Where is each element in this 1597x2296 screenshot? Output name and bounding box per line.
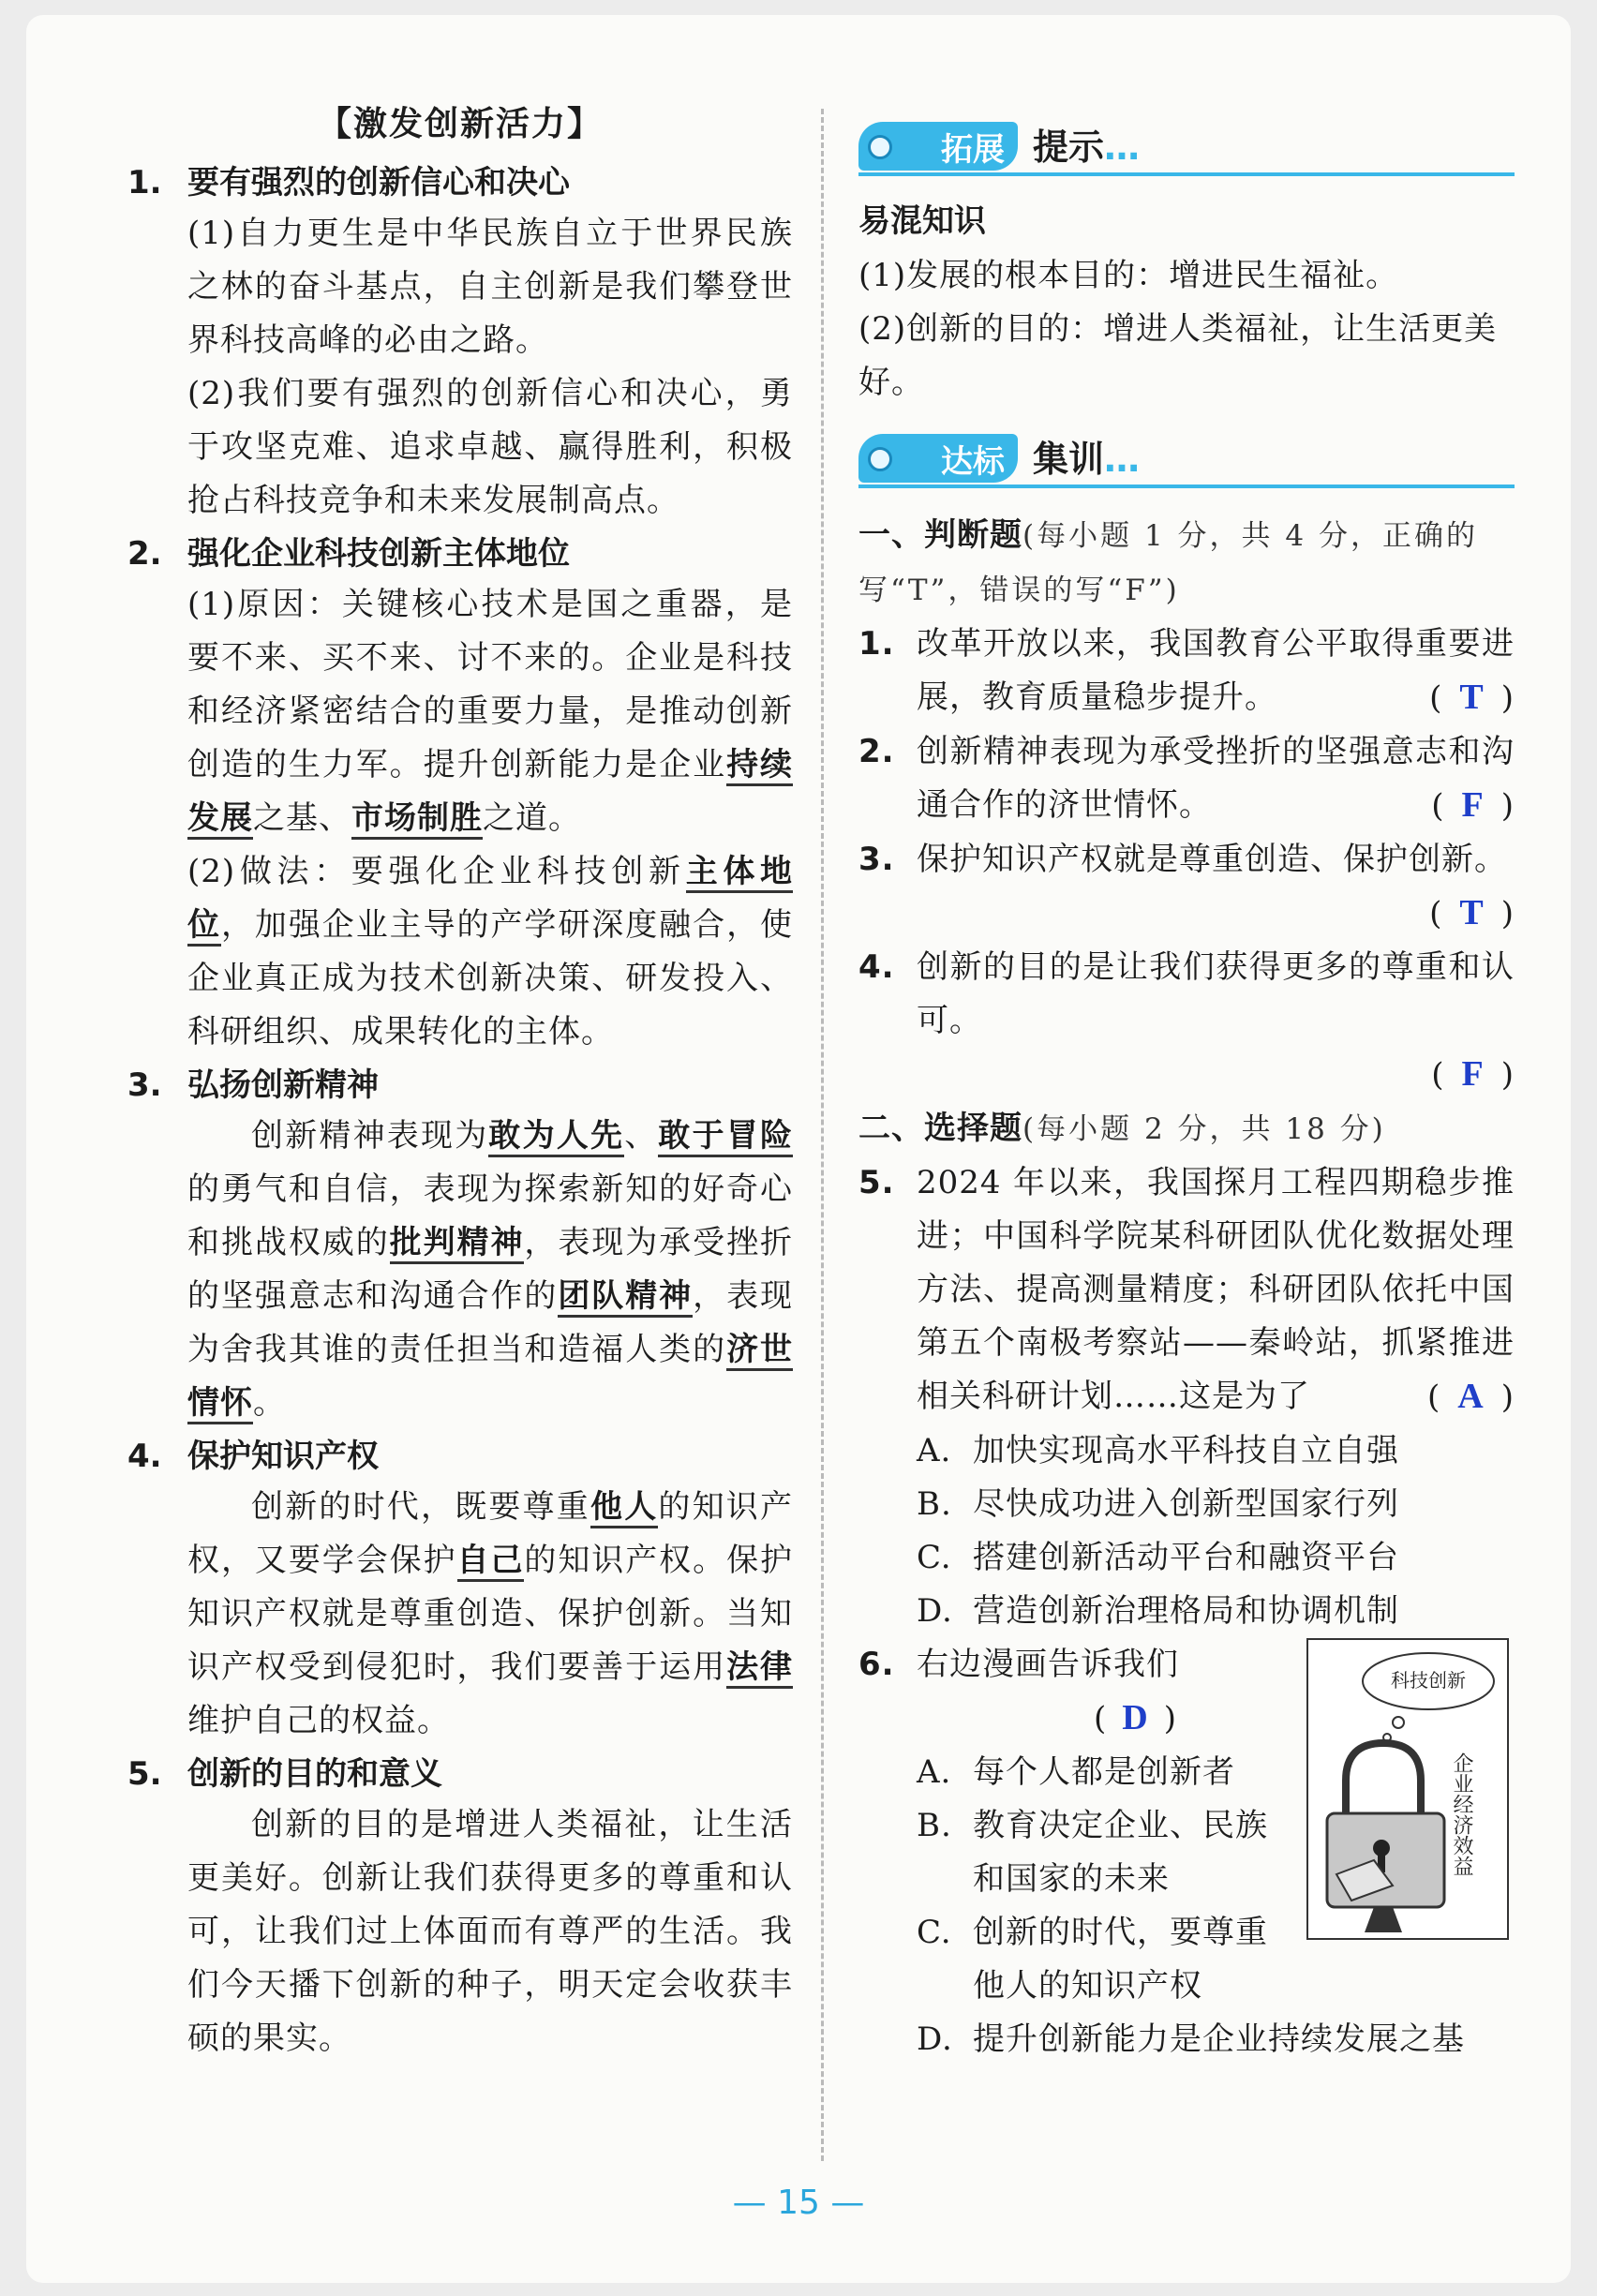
banner-practice — [858, 430, 1515, 488]
answer-slot: ( F ) — [1431, 785, 1515, 825]
option: B. 教育决定企业、民族和国家的未来 — [917, 1807, 1268, 1898]
item-paragraph: 创新精神表现为敢为人先、敢于冒险的勇气和自信，表现为探索新知的好奇心和挑战权威的批判精神，表现为承受挫折的坚强意志和沟通合作的团队精神，表现为舍我其谁的责任担当和造福人类的济世情怀。 — [187, 1110, 793, 1430]
item-number: 4. — [127, 1438, 162, 1475]
banner-tips — [858, 118, 1515, 176]
cartoon-side-text: 企业经济效益 — [1450, 1752, 1473, 1876]
key-term: 持续发展 — [187, 746, 793, 840]
exercise-column — [858, 118, 1515, 2066]
item-paragraph: (2)做法：要强化企业科技创新主体地位，加强企业主导的产学研深度融合，使企业真正成为技术创新决策、研发投入、科研组织、成果转化的主体。 — [187, 853, 794, 1051]
banner-tag: 达标 — [858, 434, 1018, 483]
judge-question-3: 3. 保护知识产权就是尊重创造、保护创新。 ( T ) — [858, 833, 1515, 941]
answer-slot: ( D ) — [1094, 1698, 1177, 1737]
item-paragraph: (1)自力更生是中华民族自立于世界民族之林的奋斗基点，自主创新是我们攀登世界科技高峰的必由之路。 — [187, 215, 793, 359]
key-term: 济世情怀 — [187, 1331, 793, 1424]
knowledge-item-2 — [127, 529, 793, 1059]
key-term: 市场制胜 — [351, 799, 483, 840]
answer-slot: ( A ) — [1427, 1377, 1515, 1416]
key-term: 批判精神 — [390, 1224, 525, 1264]
key-term: 主体地位 — [187, 853, 793, 947]
item-number: 5. — [127, 1755, 162, 1793]
banner-tag: 拓展 — [858, 122, 1018, 171]
item-paragraph: 创新的目的是增进人类福祉，让生活更美好。创新让我们获得更多的尊重和认可，让我们过上体面而有尊严的生活。我们今天播下创新的种子，明天定会收获丰硕的果实。 — [187, 1806, 793, 2057]
item-paragraph: (2)我们要有强烈的创新信心和决心，勇于攻坚克难、追求卓越、赢得胜利，积极抢占科技竞争和未来发展制高点。 — [187, 375, 793, 519]
banner-word: 集训… — [1033, 439, 1142, 480]
svg-text:科技创新: 科技创新 — [1391, 1669, 1466, 1692]
cartoon-image — [1306, 1638, 1509, 1940]
option: B. 尽快成功进入创新型国家行列 — [917, 1485, 1399, 1523]
knowledge-item-5 — [127, 1750, 793, 2065]
item-paragraph: (1)原因：关键核心技术是国之重器，是要不来、买不来、讨不来的。企业是科技和经济紧密结合的重要力量，是推动创新创造的生力军。提升创新能力是企业持续发展之基、市场制胜之道。 — [187, 578, 793, 845]
knowledge-item-3 — [127, 1061, 793, 1430]
part2-title: 二、选择题(每小题 2 分，共 18 分) — [858, 1110, 1386, 1147]
item-number: 1. — [127, 164, 162, 201]
judge-question-2: 2. 创新精神表现为承受挫折的坚强意志和沟通合作的济世情怀。 ( F ) — [858, 725, 1515, 833]
answer-slot: ( T ) — [1429, 893, 1515, 932]
choice-question-6: 6. 右边漫画告诉我们 ( D ) A. 每个人都是创新者 B. 教育决定企业、民族和国家的未来 C. 创新的时代，要尊重他人的知识产权 D. 提升创新能力是企业持续发展之基 科技创新 企业经济效益 — [858, 1638, 1515, 2066]
item-heading: 弘扬创新精神 — [187, 1066, 379, 1104]
item-heading: 创新的目的和意义 — [187, 1755, 442, 1793]
column-divider — [821, 109, 824, 2161]
bullet-icon — [868, 135, 892, 159]
item-heading: 强化企业科技创新主体地位 — [187, 535, 570, 573]
key-term: 敢为人先 — [488, 1117, 624, 1157]
bullet-icon — [868, 447, 892, 471]
option: A. 加快实现高水平科技自立自强 — [917, 1432, 1399, 1469]
confusing-label: 易混知识 — [858, 202, 986, 240]
option: C. 创新的时代，要尊重他人的知识产权 — [917, 1914, 1268, 2005]
banner-underline — [858, 485, 1515, 488]
option: D. 提升创新能力是企业持续发展之基 — [917, 2020, 1465, 2058]
option: A. 每个人都是创新者 — [917, 1753, 1235, 1791]
option: D. 营造创新治理格局和协调机制 — [917, 1592, 1399, 1630]
confusing-point: (2)创新的目的：增进人类福祉，让生活更美好。 — [858, 310, 1498, 401]
part1-title: 一、判断题(每小题 1 分，共 4 分，正确的写“T”，错误的写“F”) — [858, 516, 1478, 607]
key-term: 法律 — [726, 1648, 793, 1689]
answer-slot: ( F ) — [1431, 1054, 1515, 1094]
judge-question-1: 1. 改革开放以来，我国教育公平取得重要进展，教育质量稳步提升。 ( T ) — [858, 618, 1515, 725]
banner-underline — [858, 172, 1515, 176]
confusing-point: (1)发展的根本目的：增进民生福祉。 — [858, 257, 1399, 294]
item-heading: 保护知识产权 — [187, 1438, 379, 1475]
section-title: 【激发创新活力】 — [317, 105, 603, 143]
answer-slot: ( T ) — [1429, 678, 1515, 717]
knowledge-column — [127, 97, 793, 2065]
choice-question-5: 5. 2024 年以来，我国探月工程四期稳步推进；中国科学院某科研团队优化数据处理方法、提高测量精度；科研团队依托中国第五个南极考察站——秦岭站，抓紧推进相关科研计划……这是为了 ( A ) — [858, 1156, 1515, 1424]
banner-word: 提示… — [1033, 127, 1142, 168]
item-paragraph: 创新的时代，既要尊重他人的知识产权，又要学会保护自己的知识产权。保护知识产权就是尊重创造、保护创新。当知识产权受到侵犯时，我们要善于运用法律维护自己的权益。 — [187, 1488, 794, 1739]
item-number: 3. — [127, 1066, 162, 1104]
key-term: 自己 — [457, 1542, 525, 1582]
item-number: 2. — [127, 535, 162, 573]
option: C. 搭建创新活动平台和融资平台 — [917, 1539, 1399, 1576]
knowledge-item-1 — [127, 158, 793, 528]
knowledge-item-4 — [127, 1432, 793, 1748]
key-term: 敢于冒险 — [658, 1117, 793, 1157]
key-term: 团队精神 — [558, 1277, 693, 1318]
item-heading: 要有强烈的创新信心和决心 — [187, 164, 570, 201]
padlock-cartoon-icon — [1308, 1640, 1507, 1938]
key-term: 他人 — [590, 1488, 658, 1528]
workbook-page — [26, 15, 1571, 2283]
page-number: — 15 — — [732, 2184, 865, 2222]
judge-question-4: 4. 创新的目的是让我们获得更多的尊重和认可。 ( F ) — [858, 941, 1515, 1102]
